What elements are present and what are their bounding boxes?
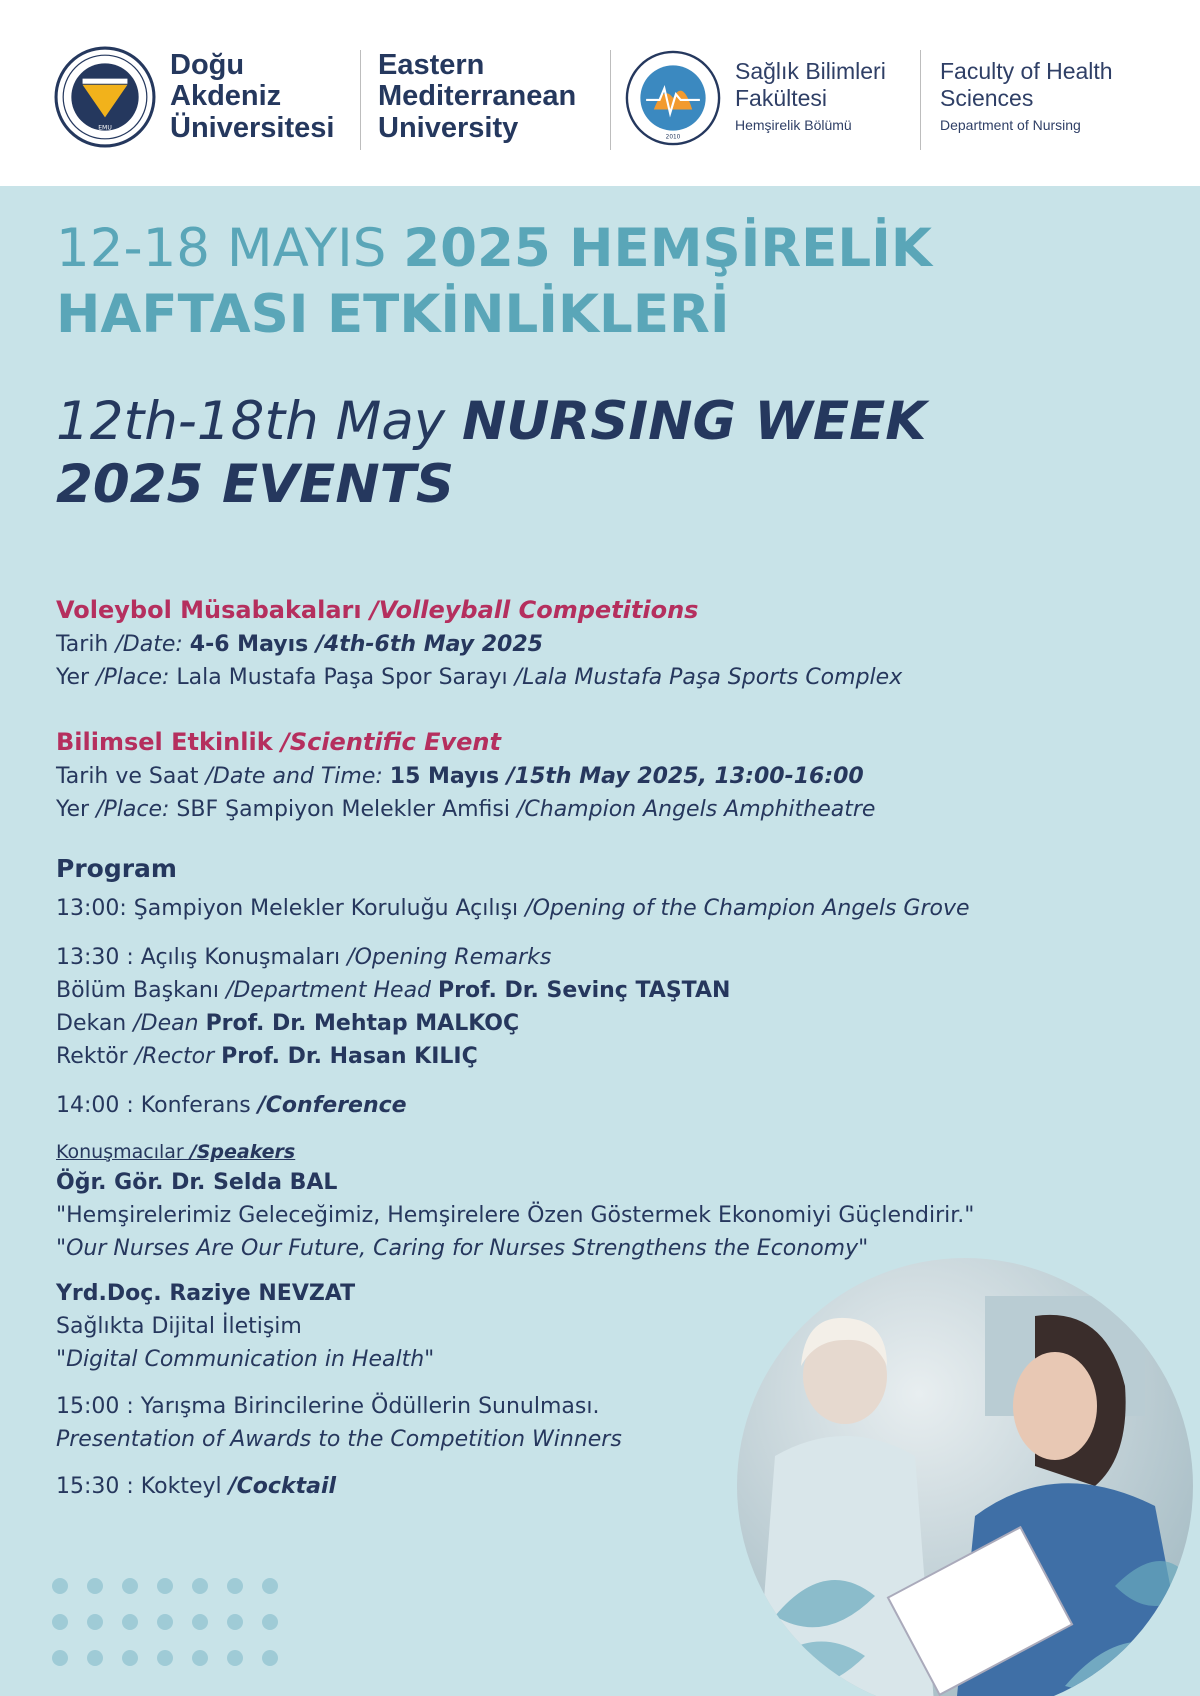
decorative-dot bbox=[157, 1578, 173, 1594]
scientific-date: Tarih ve Saat /Date and Time: 15 Mayıs /15th May 2025, 13:00-16:00 bbox=[56, 764, 864, 789]
decorative-dot bbox=[262, 1614, 278, 1630]
decorative-dot bbox=[52, 1614, 68, 1630]
title-english: 12th-18th May NURSING WEEK 2025 EVENTS bbox=[56, 391, 927, 516]
program-heading: Program bbox=[56, 854, 177, 883]
program-section bbox=[56, 850, 974, 1503]
volleyball-heading: Voleybol Müsabakaları /Volleyball Competitions bbox=[56, 596, 699, 624]
program-item: 13:00: Şampiyon Melekler Koruluğu Açılışı /Opening of the Champion Angels Grove bbox=[56, 895, 970, 921]
decorative-dot bbox=[87, 1650, 103, 1666]
speaker-2-name: Yrd.Doç. Raziye NEVZAT bbox=[56, 1281, 356, 1306]
faculty-name-en: Faculty of Health Sciences Department of Nursing bbox=[940, 58, 1113, 134]
program-item: 14:00 : Konferans /Conference bbox=[56, 1092, 407, 1118]
speaker-1-title-tr: "Hemşirelerimiz Geleceğimiz, Hemşirelere Özen Göstermek Ekonomiyi Güçlendirir." bbox=[56, 1203, 975, 1228]
title-turkish: 12-18 MAYIS 2025 HEMŞİRELİK HAFTASI ETKİNLİKLERİ bbox=[56, 218, 932, 345]
decorative-dot bbox=[157, 1614, 173, 1630]
decorative-dots bbox=[50, 1574, 290, 1674]
speaker-dean: Dekan /Dean Prof. Dr. Mehtap MALKOÇ bbox=[56, 1010, 520, 1036]
decorative-dot bbox=[227, 1578, 243, 1594]
divider bbox=[920, 50, 921, 150]
faculty-logo-year: 2010 bbox=[665, 134, 681, 141]
speaker-rector: Rektör /Rector Prof. Dr. Hasan KILIÇ bbox=[56, 1043, 478, 1069]
decorative-dot bbox=[192, 1614, 208, 1630]
decorative-dot bbox=[122, 1650, 138, 1666]
decorative-dot bbox=[227, 1614, 243, 1630]
decorative-dot bbox=[192, 1650, 208, 1666]
faculty-name-tr: Sağlık Bilimleri Fakültesi Hemşirelik Bölümü bbox=[735, 58, 886, 134]
speaker-1-title-en: "Our Nurses Are Our Future, Caring for Nurses Strengthens the Economy" bbox=[56, 1236, 869, 1261]
decorative-dot bbox=[122, 1578, 138, 1594]
decorative-dot bbox=[192, 1578, 208, 1594]
decorative-dot bbox=[227, 1650, 243, 1666]
header-bar bbox=[0, 0, 1200, 186]
decorative-dot bbox=[87, 1578, 103, 1594]
scientific-section bbox=[56, 724, 875, 826]
decorative-dot bbox=[262, 1650, 278, 1666]
program-item: 15:00 : Yarışma Birincilerine Ödüllerin Sunulması. bbox=[56, 1394, 600, 1419]
emu-name-tr: Doğu Akdeniz Üniversitesi bbox=[170, 49, 335, 144]
decorative-dot bbox=[52, 1578, 68, 1594]
speaker-department-head: Bölüm Başkanı /Department Head Prof. Dr. Sevinç TAŞTAN bbox=[56, 977, 731, 1003]
scientific-place: Yer /Place: SBF Şampiyon Melekler Amfisi /Champion Angels Amphitheatre bbox=[56, 797, 876, 822]
volleyball-section bbox=[56, 592, 902, 694]
main-poster bbox=[0, 186, 1200, 1696]
emu-logo-text: EMU bbox=[98, 124, 112, 132]
faculty-logo bbox=[625, 50, 721, 146]
scientific-heading: Bilimsel Etkinlik /Scientific Event bbox=[56, 728, 501, 756]
decorative-dot bbox=[157, 1650, 173, 1666]
program-item: 15:30 : Kokteyl /Cocktail bbox=[56, 1474, 337, 1499]
program-item: 13:30 : Açılış Konuşmaları /Opening Remarks bbox=[56, 944, 552, 970]
speaker-2-title-tr: Sağlıkta Dijital İletişim bbox=[56, 1314, 302, 1339]
speaker-1-name: Öğr. Gör. Dr. Selda BAL bbox=[56, 1170, 338, 1195]
divider bbox=[360, 50, 361, 150]
program-item-en: Presentation of Awards to the Competition Winners bbox=[56, 1427, 622, 1452]
emu-logo bbox=[54, 46, 156, 148]
divider bbox=[610, 50, 611, 150]
speakers-label: Konuşmacılar /Speakers bbox=[56, 1140, 296, 1163]
volleyball-place: Yer /Place: Lala Mustafa Paşa Spor Sarayı /Lala Mustafa Paşa Sports Complex bbox=[56, 665, 903, 690]
speaker-2-title-en: "Digital Communication in Health" bbox=[56, 1347, 435, 1372]
decorative-dot bbox=[52, 1650, 68, 1666]
decorative-dot bbox=[262, 1578, 278, 1594]
decorative-dot bbox=[87, 1614, 103, 1630]
decorative-dot bbox=[122, 1614, 138, 1630]
volleyball-date: Tarih /Date: 4-6 Mayıs /4th-6th May 2025 bbox=[56, 632, 543, 657]
emu-name-en: Eastern Mediterranean University bbox=[378, 49, 577, 144]
